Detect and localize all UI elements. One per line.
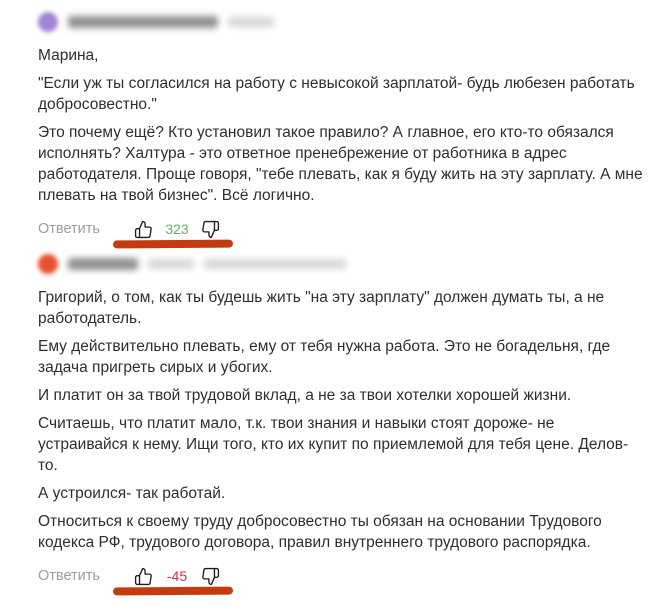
- comment-actions: [38, 218, 644, 240]
- like-count: 323: [165, 221, 189, 237]
- comment-header: [38, 12, 644, 32]
- comment-paragraph: Относиться к своему труду добросовестно ты обязан на основании Трудового кодекса РФ, трудового договора, правил внутреннего трудового распорядка.: [38, 513, 602, 551]
- comment: [38, 12, 644, 240]
- reply-button[interactable]: Ответить: [38, 221, 100, 237]
- comment-paragraph: "Если уж ты согласился на работу с невысокой зарплатой- будь любезен работать добросовестно.": [38, 75, 635, 113]
- comment-edited-blurred: [204, 259, 346, 269]
- vote-controls: [134, 220, 220, 239]
- comment-actions: [38, 565, 644, 587]
- comment-timestamp-blurred: [148, 259, 194, 269]
- comment-paragraph: Григорий, о том, как ты будешь жить "на эту зарплату" должен думать ты, а не работодатель.: [38, 289, 605, 327]
- dislike-count: -45: [166, 568, 188, 584]
- red-annotation-underline: [113, 239, 233, 248]
- comment-paragraph: Ему действительно плевать, ему от тебя нужна работа. Это не богадельня, где задача пригреть сирых и убогих.: [38, 338, 611, 376]
- vote-controls: [134, 567, 220, 586]
- thumb-up-icon[interactable]: [134, 220, 153, 239]
- comment-timestamp-blurred: [228, 17, 274, 27]
- author-name-blurred[interactable]: [68, 258, 138, 270]
- thumb-up-icon[interactable]: [134, 567, 153, 586]
- avatar[interactable]: [38, 12, 58, 32]
- comment-paragraph: И платит он за твой трудовой вклад, а не за твои хотелки хорошей жизни.: [38, 387, 572, 404]
- comment-header: [38, 254, 644, 274]
- avatar[interactable]: [38, 254, 58, 274]
- comment-paragraph: А устроился- так работай.: [38, 485, 226, 502]
- thumb-down-icon[interactable]: [201, 220, 220, 239]
- comment-paragraph: Это почему ещё? Кто установил такое правило? А главное, его кто-то обязался исполнять? Халтура - это ответное пренебрежение от работника в адрес работодателя. Проще говоря, "тебе плевать, как я буду жить на эту зарплату. А мне плевать на твой бизнес". Всё логично.: [38, 124, 643, 204]
- red-annotation-underline: [113, 586, 233, 595]
- comment-paragraph: Марина,: [38, 47, 99, 64]
- thumb-down-icon[interactable]: [201, 567, 220, 586]
- comment: [38, 254, 644, 587]
- author-name-blurred[interactable]: [68, 16, 218, 28]
- comment-paragraph: Считаешь, что платит мало, т.к. твои знания и навыки стоят дороже- не устраивайся к нему. Ищи того, кто их купит по приемлемой для тебя цене. Делов- то.: [38, 415, 629, 474]
- reply-button[interactable]: Ответить: [38, 568, 100, 584]
